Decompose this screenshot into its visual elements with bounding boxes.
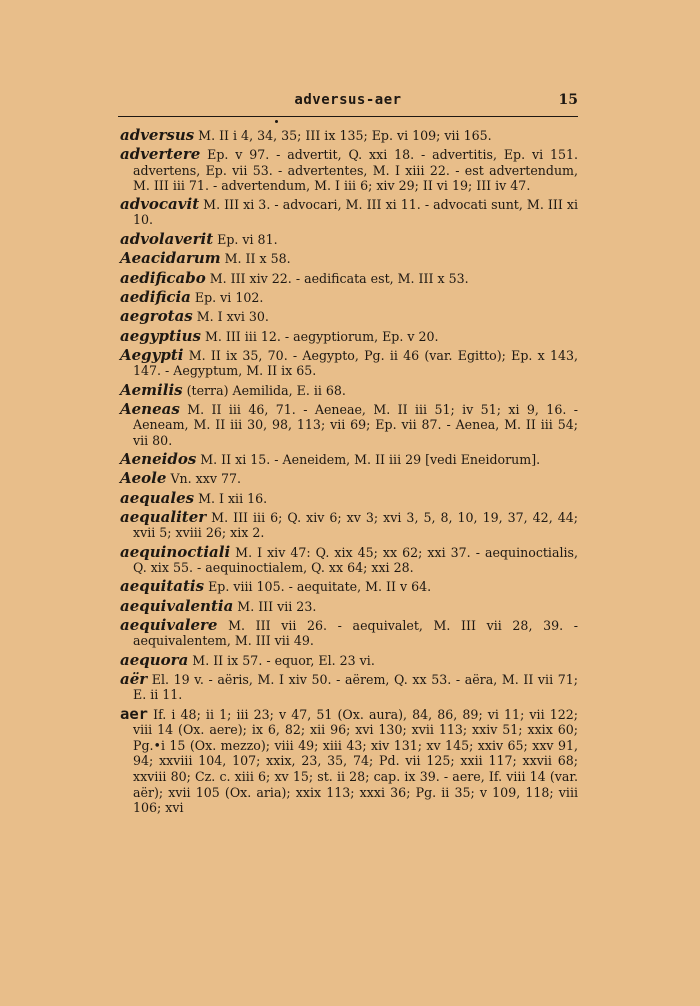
headword: Aeneas	[120, 400, 180, 419]
dictionary-entries	[120, 128, 578, 820]
entry-aequinoctiali	[120, 542, 578, 575]
headword: advolaverit	[120, 229, 214, 248]
headword: Aeneidos	[120, 449, 197, 468]
entry-text: Ep. vi 81.	[213, 231, 278, 247]
entry-text: (terra) Aemilida, E. ii 68.	[182, 382, 346, 398]
entry-text: El. 19 v. - aëris, M. I xiv 50. - aërem, Q. xx 53. - aëra, M. II vii 71; E. ii 11.	[133, 672, 578, 703]
headword: aedificia	[120, 287, 191, 306]
headword: aer	[120, 704, 148, 723]
entry-aequales	[120, 488, 578, 507]
entry-advocavit	[120, 197, 578, 227]
entry-aedificia	[120, 287, 578, 306]
entry-aequaliter	[120, 510, 578, 540]
headword: adversus	[120, 126, 195, 144]
headword: aequivalentia	[120, 596, 234, 615]
headword: aequales	[120, 488, 195, 507]
entry-text: Ep. viii 105. - aequitate, M. II v 64.	[204, 579, 432, 595]
entry-aequivalere	[120, 618, 578, 648]
entry-advertere	[120, 147, 578, 193]
entry-text: M. III iii 12. - aegyptiorum, Ep. v 20.	[200, 328, 439, 344]
entry-text: M. II xi 15. - Aeneidem, M. II iii 29 [vedi Eneidorum].	[196, 451, 541, 467]
headword: aequora	[120, 650, 189, 669]
entry-aegyptius	[120, 326, 578, 345]
entry-aer	[120, 704, 578, 816]
entry-aequivalentia	[120, 596, 578, 615]
entry-aedificabo	[120, 268, 578, 287]
entry-aeneas	[120, 402, 578, 448]
entry-text: M. I xiv 47: Q. xix 45; xx 62; xxi 37. - aequinoctialis, Q. xix 55. - aequinoctialem, Q. xx 64; xxi 28.	[133, 544, 578, 575]
headword: aegyptius	[120, 326, 201, 345]
headword: aequaliter	[120, 508, 207, 527]
headword: Aeole	[120, 469, 167, 488]
header-rule	[118, 116, 578, 117]
rule-dot	[275, 120, 278, 123]
entry-aegypti	[120, 348, 578, 378]
entry-aeneidos	[120, 449, 578, 468]
headword: Aegypti	[120, 346, 184, 365]
headword: aër	[120, 670, 148, 689]
entry-aeole	[120, 471, 578, 486]
entry-text: M. III vii 23.	[233, 598, 317, 614]
entry-aequora	[120, 650, 578, 669]
running-title: adversus-aer	[294, 92, 402, 108]
entry-text: Ep. vi 102.	[190, 289, 264, 305]
headword: advertere	[120, 145, 201, 164]
entry-aeacidarum	[120, 251, 578, 266]
entry-text: M. III vii 26. - aequivalet, M. III vii 28, 39. - aequivalentem, M. III vii 49.	[133, 618, 578, 649]
entry-text: M. II x 58.	[220, 251, 291, 267]
entry-text: M. I xii 16.	[194, 490, 268, 506]
headword: advocavit	[120, 195, 200, 214]
entry-aequitatis	[120, 579, 578, 594]
entry-text: If. i 48; ii 1; iii 23; v 47, 51 (Ox. aura), 84, 86, 89; vi 11; vii 122; viii 14 (Ox. aere); ix 6, 82; xii 96; xvi 130; xvii 113; xxiv 51; xxix 60; Pg.•i 15 (Ox. mezzo); viii 49; xiii 43; xiv 131; xv 145; xxiv 65; xxv 91, 94; xxviii 104, 107; xxix, 23, 35, 74; Pd. vii 125; xxii 117; xxvii 68; xxviii 80; Cz. c. xiii 6; xv 15; st. ii 28; cap. ix 39. - aere, If. viii 14 (var. aër); xvii 105 (Ox. aria); xxix 113; xxxi 36; Pg. ii 35; v 109, 118; viii 106; xvi	[133, 706, 578, 816]
headword: aedificabo	[120, 268, 206, 287]
headword: aequitatis	[120, 577, 205, 596]
headword: Aeacidarum	[120, 249, 221, 268]
entry-aemilis	[120, 380, 578, 399]
entry-text: M. III xiv 22. - aedificata est, M. III x 53.	[205, 270, 469, 286]
entry-text: M. II i 4, 34, 35; III ix 135; Ep. vi 109; vii 165.	[194, 128, 492, 143]
entry-text: M. II ix 35, 70. - Aegypto, Pg. ii 46 (var. Egitto); Ep. x 143, 147. - Aegyptum, M. II ix 65.	[133, 348, 578, 379]
headword: aequinoctiali	[120, 542, 231, 561]
entry-text: Ep. v 97. - advertit, Q. xxi 18. - advertitis, Ep. vi 151. advertens, Ep. vii 53. - advertentes, M. I xiii 22. - est advertendum, M. III iii 71. - advertendum, M. I iii 6; xiv 29; II vi 19; III iv 47.	[133, 147, 578, 193]
entry-text: M. III xi 3. - advocari, M. III xi 11. - advocati sunt, M. III xi 10.	[133, 197, 578, 228]
entry-text: M. I xvi 30.	[192, 309, 269, 325]
entry-advolaverit	[120, 229, 578, 248]
entry-text: M. II ix 57. - equor, El. 23 vi.	[188, 652, 375, 668]
entry-adversus	[120, 128, 578, 143]
entry-aegrotas	[120, 309, 578, 324]
page-number: 15	[558, 92, 578, 108]
headword: aegrotas	[120, 307, 193, 326]
running-header	[118, 92, 578, 114]
entry-aer-diaeresis	[120, 672, 578, 702]
entry-text: M. III iii 6; Q. xiv 6; xv 3; xvi 3, 5, 8, 10, 19, 37, 42, 44; xvii 5; xviii 26; xix 2.	[133, 510, 578, 541]
entry-text: M. II iii 46, 71. - Aeneae, M. II iii 51; iv 51; xi 9, 16. - Aeneam, M. II iii 30, 98, 113; vii 69; Ep. vii 87. - Aenea, M. II iii 54; vii 80.	[133, 402, 578, 448]
headword: aequivalere	[120, 616, 218, 635]
headword: Aemilis	[120, 380, 183, 399]
entry-text: Vn. xxv 77.	[166, 471, 242, 487]
